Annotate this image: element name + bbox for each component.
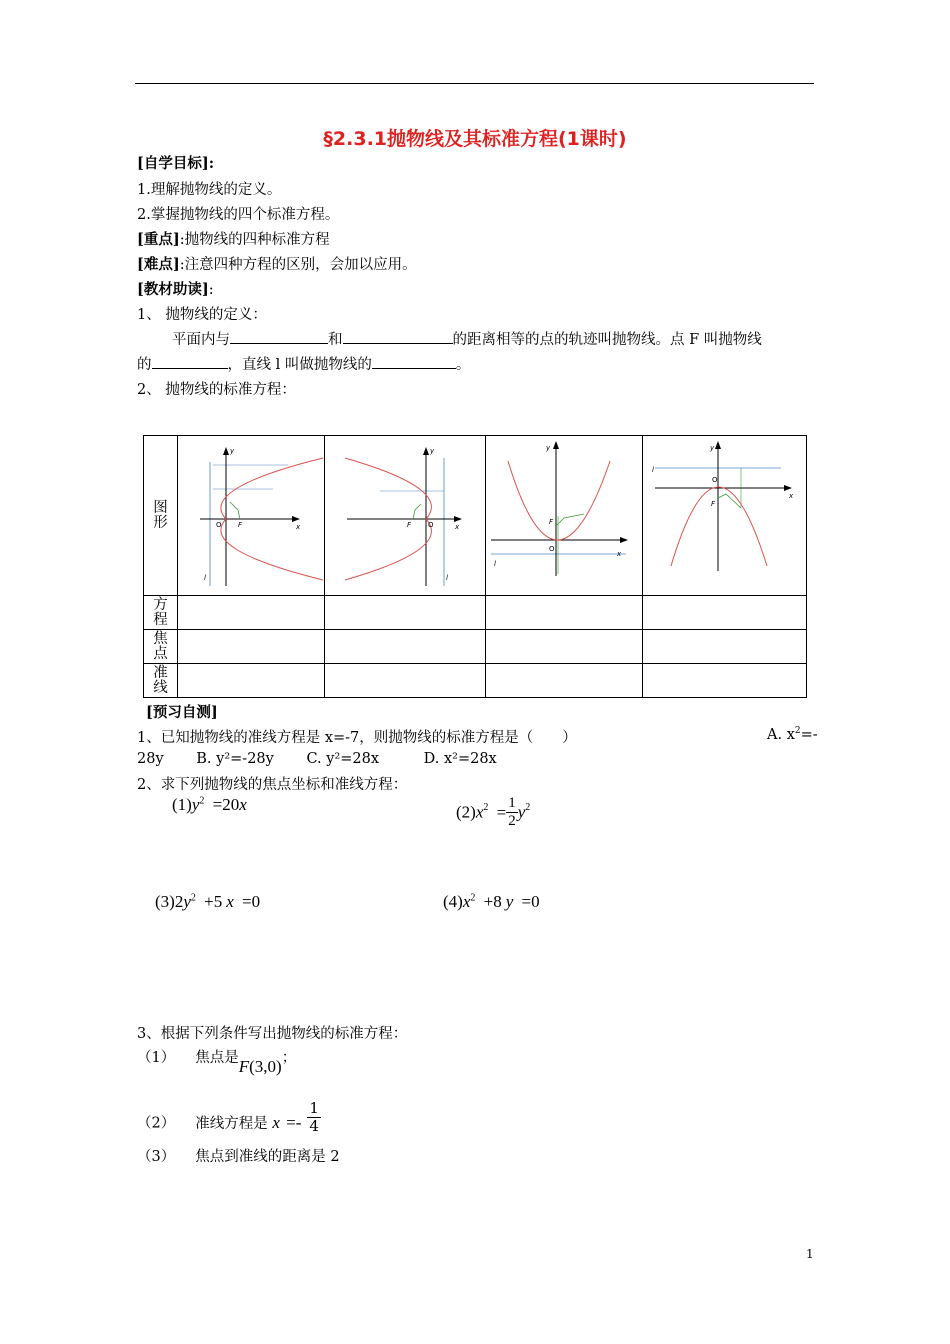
svg-text:O: O <box>216 521 222 529</box>
page-number: 1 <box>806 1247 814 1261</box>
svg-text:l: l <box>446 574 448 582</box>
cell-empty <box>486 596 643 630</box>
figure-up-opening <box>486 436 643 596</box>
svg-text:x: x <box>455 523 460 531</box>
table-row-equation <box>144 596 807 630</box>
preview-q1-options: 28y B. y²=-28y C. y²=28x D. x²=28x <box>137 751 497 767</box>
row-label-directrix: 准 线 <box>144 664 178 698</box>
graph-y2-2px <box>178 436 325 591</box>
table-row-figure <box>144 436 807 596</box>
svg-text:F: F <box>407 521 412 529</box>
cell-empty <box>643 664 807 698</box>
preview-heading: [预习自测] <box>146 704 218 721</box>
svg-text:y: y <box>710 444 715 452</box>
svg-text:F: F <box>549 518 554 526</box>
standard-heading: 2、 抛物线的标准方程： <box>137 382 296 398</box>
objectives-heading: [自学目标]: <box>137 155 215 172</box>
svg-text:x: x <box>296 523 301 531</box>
cell-empty <box>643 630 807 664</box>
figure-right-opening <box>178 436 325 596</box>
blank-directrix <box>372 354 456 369</box>
table-row-focus <box>144 630 807 664</box>
blank-fixed-line <box>343 329 453 344</box>
graph-y2-neg2px <box>325 436 486 591</box>
q3-item-1: （1） 焦点是F(3,0)； <box>137 1050 297 1076</box>
table-row-directrix <box>144 664 807 698</box>
cell-empty <box>486 630 643 664</box>
preview-q2: 2、求下列抛物线的焦点坐标和准线方程： <box>137 777 408 793</box>
objective-item-2: 2.掌握抛物线的四个标准方程。 <box>137 207 340 223</box>
q3-item-2: （2） 准线方程是 x =- $\frac{1}{4}$ <box>137 1099 319 1135</box>
definition-line-1: 平面内与 和 的距离相等的点的轨迹叫抛物线。点 F 叫抛物线 <box>172 328 762 349</box>
svg-text:y: y <box>430 447 435 455</box>
svg-text:x: x <box>617 550 622 558</box>
cell-empty <box>325 630 486 664</box>
cell-empty <box>325 596 486 630</box>
blank-focus <box>152 354 228 369</box>
cell-empty <box>486 664 643 698</box>
blank-fixed-point <box>230 329 328 344</box>
svg-text:y: y <box>546 444 551 452</box>
svg-text:F: F <box>238 521 243 529</box>
equation-1: $(1)y^2 =20x$ <box>172 795 247 814</box>
svg-text:l: l <box>204 574 206 582</box>
parabola-table <box>143 435 807 698</box>
page-title: §2.3.1抛物线及其标准方程(1课时) <box>323 128 627 150</box>
preview-q1-option-a: A. $x^2=-$ <box>767 726 818 743</box>
equation-4: $(4)x^2 +8$ y =0 <box>443 892 540 911</box>
figure-down-opening <box>643 436 807 596</box>
svg-text:x: x <box>789 492 794 500</box>
svg-text:O: O <box>712 476 718 484</box>
equation-3: $(3)2y^2 +5$ x =0 <box>155 892 261 911</box>
definition-line-2: 的 ，直线 l 叫做抛物线的 。 <box>137 353 470 374</box>
definition-heading: 1、 抛物线的定义： <box>137 307 267 323</box>
svg-text:F: F <box>711 500 716 508</box>
equation-2: $(2)x^2$ = $\frac{1}{2}$ $y^2$ <box>456 795 531 829</box>
cell-empty <box>178 630 325 664</box>
key-point: [重点]:抛物线的四种标准方程 <box>137 231 330 248</box>
row-label-focus: 焦 点 <box>144 630 178 664</box>
preview-q1: 1、已知抛物线的准线方程是 x=-7，则抛物线的标准方程是（ ） <box>137 730 577 746</box>
row-label-figure: 图 形 <box>144 436 178 596</box>
svg-text:y: y <box>230 447 235 455</box>
objective-item-1: 1.理解抛物线的定义。 <box>137 182 282 198</box>
header-rule <box>135 83 814 84</box>
svg-text:l: l <box>494 560 496 568</box>
graph-x2-2py <box>486 436 643 591</box>
graph-x2-neg2py <box>643 436 807 591</box>
cell-empty <box>178 664 325 698</box>
reading-heading: [教材助读]: <box>137 281 214 298</box>
cell-empty <box>178 596 325 630</box>
parabola-curve <box>671 487 767 566</box>
svg-text:O: O <box>549 545 555 553</box>
q3-item-3: （3） 焦点到准线的距离是 2 <box>137 1149 340 1165</box>
cell-empty <box>643 596 807 630</box>
difficulty: [难点]:注意四种方程的区别，会加以应用。 <box>137 256 417 273</box>
svg-text:l: l <box>652 466 654 474</box>
cell-empty <box>325 664 486 698</box>
row-label-equation: 方 程 <box>144 596 178 630</box>
q3-heading: 3、根据下列条件写出抛物线的标准方程： <box>137 1026 408 1042</box>
parabola-curve <box>508 461 610 540</box>
svg-text:O: O <box>428 521 434 529</box>
figure-left-opening <box>325 436 486 596</box>
